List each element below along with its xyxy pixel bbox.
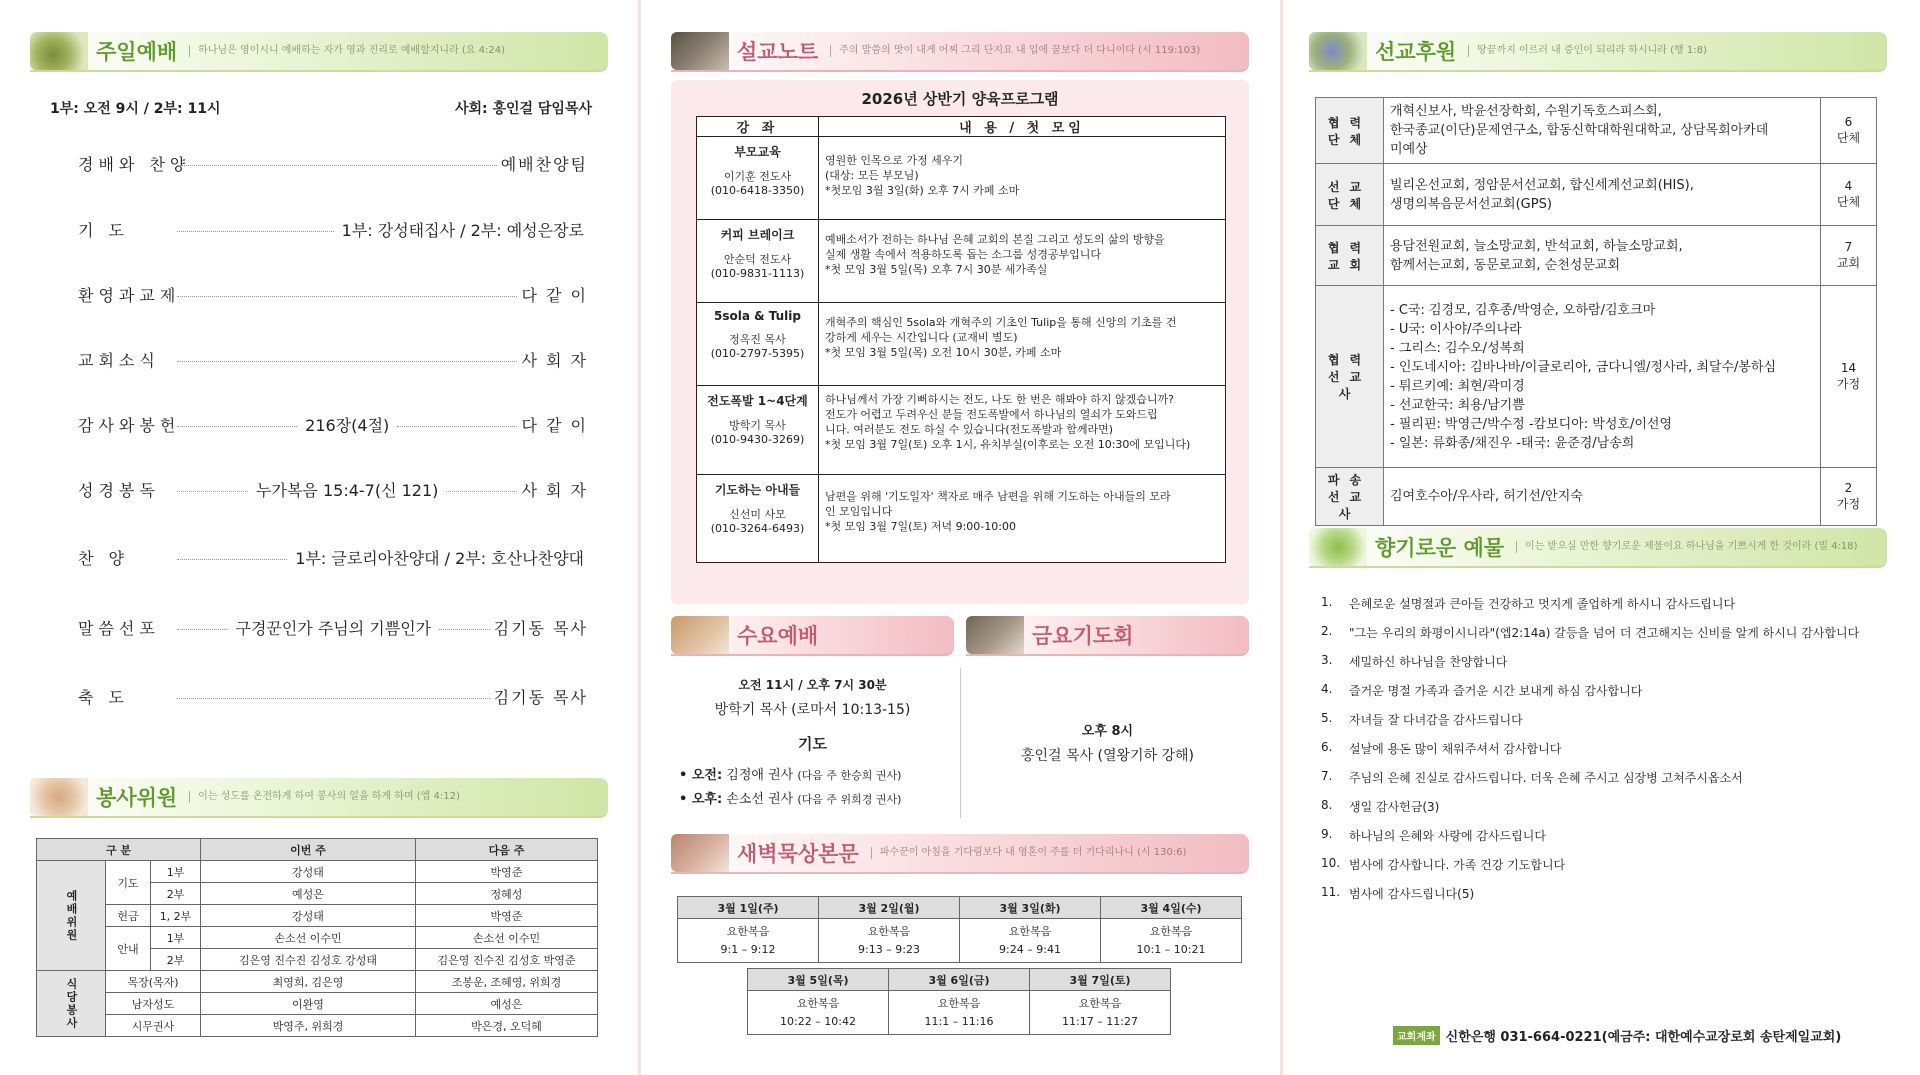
dawn-date: 3월 5일(목) bbox=[748, 969, 889, 991]
order-label: 성경봉독 bbox=[78, 481, 160, 500]
thanks-number: 3. bbox=[1321, 653, 1333, 667]
svc-cell: 이완영 bbox=[201, 993, 416, 1015]
thanks-text: 주님의 은혜 진실로 감사드립니다. 더욱 은혜 주시고 심장병 고쳐주시옵소서 bbox=[1349, 771, 1743, 785]
thanks-text: 세밀하신 하나님을 찬양합니다 bbox=[1349, 655, 1508, 669]
dot-leader bbox=[177, 361, 517, 362]
prayer-name: 김정애 권사 bbox=[726, 768, 794, 783]
order-item bbox=[78, 546, 588, 569]
sprout-image bbox=[1309, 528, 1367, 566]
dot-leader bbox=[177, 296, 517, 297]
program-desc: 하나님께서 가장 기뻐하시는 전도, 나도 한 번은 해봐야 하지 않겠습니까? 전도가 어렵고 두려우신 분들 전도폭발에서 하나님의 열쇠가 도와드립 니다. 여러분도 전도 하실 수 있습니다(전도폭발과 함께라면) *첫 모임 3월 7일(토) 오후 1시, 유치부실(이후로는 오전 10:30에 모입니다) bbox=[819, 386, 1226, 475]
account-text: 신한은행 031-664-0221(예금주: 대한예수교장로회 송탄제일교회) bbox=[1445, 1030, 1842, 1045]
svc-cell: 김은영 진수진 김성호 박영준 bbox=[416, 949, 598, 971]
svc-cell: 2부 bbox=[151, 949, 201, 971]
svc-cell: 1, 2부 bbox=[151, 905, 201, 927]
program-name-cell bbox=[697, 137, 819, 220]
thanks-text: 범사에 감사드립니다(5) bbox=[1349, 887, 1475, 901]
wednesday-preacher: 방학기 목사 (로마서 10:13-15) bbox=[714, 702, 911, 718]
svc-cell: 손소선 이수민 bbox=[416, 927, 598, 949]
program-teacher: 정옥진 목사 bbox=[729, 333, 786, 346]
program-teacher: 신선미 사모 bbox=[729, 508, 786, 521]
order-middle: 누가복음 15:4-7(신 121) bbox=[256, 481, 439, 500]
thanks-list bbox=[1321, 595, 1881, 914]
mission-count: 6 단체 bbox=[1821, 98, 1877, 164]
program-name-cell bbox=[697, 220, 819, 303]
worship-verse: 하나님은 영이시니 예배하는 자가 영과 진리로 예배할지니라 (요 4:24) bbox=[189, 45, 505, 57]
thanks-text: 자녀들 잘 다녀감을 감사드립니다 bbox=[1349, 713, 1523, 727]
thanks-title: 향기로운 예물 bbox=[1375, 536, 1505, 560]
order-item bbox=[78, 413, 588, 436]
service-title: 봉사위원 bbox=[96, 786, 178, 810]
order-value: 다 같 이 bbox=[521, 286, 588, 305]
service-verse: 이는 성도를 온전하게 하여 봉사의 일을 하게 하며 (엡 4:12) bbox=[189, 791, 460, 803]
dot-leader bbox=[177, 165, 497, 166]
program-name: 5sola & Tulip bbox=[714, 309, 801, 323]
prayer-label: • 오후: bbox=[679, 792, 723, 807]
svc-cell: 1부 bbox=[151, 927, 201, 949]
dot-leader bbox=[177, 491, 248, 492]
wood-image bbox=[671, 616, 729, 654]
order-label: 축 도 bbox=[78, 688, 129, 707]
leaf-image bbox=[30, 32, 88, 70]
thanks-item bbox=[1321, 624, 1881, 653]
svc-cell: 박영주, 위희경 bbox=[201, 1015, 416, 1037]
dawn-text: 요한복음 9:13 – 9:23 bbox=[819, 919, 960, 963]
thanks-text: "그는 우리의 화평이시니라"(엡2:14a) 갈등을 넘어 더 견고해지는 신비를 알게 하시니 감사합니다 bbox=[1349, 626, 1860, 640]
program-phone: (010-9831-1113) bbox=[710, 267, 805, 280]
svc-cell: 목장(목자) bbox=[106, 971, 201, 993]
svc-cell: 시무권사 bbox=[106, 1015, 201, 1037]
program-name-cell bbox=[697, 386, 819, 475]
missions-title: 선교후원 bbox=[1375, 40, 1457, 64]
program-table bbox=[696, 116, 1226, 563]
order-label: 찬 양 bbox=[78, 549, 129, 568]
svc-cell: 강성태 bbox=[201, 861, 416, 883]
svc-h0: 구 분 bbox=[37, 839, 201, 861]
svc-cell: 최영희, 김은영 bbox=[201, 971, 416, 993]
dawn-table-2 bbox=[747, 968, 1171, 1035]
dawn-title: 새벽묵상본문 bbox=[737, 842, 859, 866]
missions-verse: 땅끝까지 이르러 내 증인이 되리라 하시니라 (행 1:8) bbox=[1468, 45, 1707, 57]
mission-count: 4 단체 bbox=[1821, 164, 1877, 226]
order-item bbox=[78, 685, 588, 708]
svc-h1: 이번 주 bbox=[201, 839, 416, 861]
svc-cell: 예성은 bbox=[201, 883, 416, 905]
prayer-pm bbox=[679, 788, 901, 812]
thanks-item bbox=[1321, 856, 1881, 885]
missions-header bbox=[1309, 32, 1887, 72]
svc-cell: 예성은 bbox=[416, 993, 598, 1015]
program-name-cell bbox=[697, 303, 819, 386]
divider bbox=[960, 668, 961, 818]
friday-preacher: 홍인걸 목사 (열왕기하 강해) bbox=[1020, 748, 1195, 764]
mission-label: 선교단체 bbox=[1316, 164, 1384, 226]
thanks-text: 범사에 감사합니다. 가족 건강 기도합니다 bbox=[1349, 858, 1566, 872]
service-header bbox=[30, 778, 608, 818]
order-item bbox=[78, 283, 588, 306]
order-item bbox=[78, 218, 588, 241]
order-value: 사 회 자 bbox=[521, 351, 588, 370]
dawn-date: 3월 4일(수) bbox=[1101, 897, 1242, 919]
mission-body: - C국: 김경모, 김후종/박영순, 오하람/김호크마 - U국: 이사야/주의나라 - 그리스: 김수오/성복희 - 인도네시아: 김바나바/이글로리아, 금다니엘/정사라, 최달수/봉하심 - 튀르키예: 최현/곽미경 - 선교한국: 최용/남기쁨 - 필리핀: 박영근/박수정 -캄보디아: 박성호/이선영 - 일본: 류화종/채진우 -태국: 윤준경/남송희 bbox=[1384, 286, 1821, 468]
thanks-text: 즐거운 명절 가족과 즐거운 시간 보내게 하심 감사합니다 bbox=[1349, 684, 1643, 698]
program-name: 커피 브레이크 bbox=[720, 228, 795, 242]
order-label: 기 도 bbox=[78, 221, 129, 240]
order-item bbox=[78, 152, 588, 175]
thanks-number: 4. bbox=[1321, 682, 1333, 696]
order-label: 환영과교제 bbox=[78, 286, 181, 305]
thanks-text: 설날에 용돈 많이 채워주셔서 감사합니다 bbox=[1349, 742, 1562, 756]
hands-image bbox=[30, 778, 88, 816]
svc-side-kitchen: 식당봉사 bbox=[37, 971, 106, 1037]
svc-cell: 박영준 bbox=[416, 905, 598, 927]
thanks-number: 7. bbox=[1321, 769, 1333, 783]
flower-image bbox=[1309, 32, 1367, 70]
svc-cell: 김은영 진수진 김성호 강성태 bbox=[201, 949, 416, 971]
dawn-text: 요한복음 11:1 – 11:16 bbox=[889, 991, 1030, 1035]
svc-cell: 헌금 bbox=[106, 905, 151, 927]
svc-h2: 다음 주 bbox=[416, 839, 598, 861]
thanks-item bbox=[1321, 769, 1881, 798]
prayer-next: (다음 주 한승희 권사) bbox=[797, 769, 902, 782]
edu-h0: 강 좌 bbox=[697, 117, 819, 137]
missions-table bbox=[1315, 97, 1877, 526]
dawn-date: 3월 7일(토) bbox=[1030, 969, 1171, 991]
thanks-header bbox=[1309, 528, 1887, 568]
mission-label: 협력단체 bbox=[1316, 98, 1384, 164]
thanks-item bbox=[1321, 885, 1881, 914]
svc-cell: 2부 bbox=[151, 883, 201, 905]
mission-count: 7 교회 bbox=[1821, 226, 1877, 286]
thanks-verse: 이는 받으실 만한 향기로운 제물이요 하나님을 기쁘시게 한 것이라 (빌 4:18) bbox=[1516, 541, 1858, 553]
thanks-item bbox=[1321, 798, 1881, 827]
prayer-title: 기도 bbox=[798, 735, 827, 753]
worship-times: 1부: 오전 9시 / 2부: 11시 bbox=[50, 101, 221, 117]
mission-body: 빌리온선교회, 정암문서선교회, 합신세계선교회(HIS), 생명의복음문서선교회(GPS) bbox=[1384, 164, 1821, 226]
dot-leader bbox=[439, 629, 489, 630]
thanks-number: 6. bbox=[1321, 740, 1333, 754]
prayer-label: • 오전: bbox=[679, 768, 723, 783]
program-name: 부모교육 bbox=[734, 145, 781, 159]
dawn-image bbox=[671, 834, 729, 872]
dawn-table-1 bbox=[677, 896, 1242, 963]
dawn-date: 3월 2일(월) bbox=[819, 897, 960, 919]
dawn-verse: 파수꾼이 아침을 기다림보다 내 영혼이 주를 더 기다리나니 (시 130:6) bbox=[871, 847, 1187, 859]
program-phone: (010-9430-3269) bbox=[710, 433, 805, 446]
friday-info bbox=[966, 720, 1249, 765]
order-middle: 1부: 글로리아찬양대 / 2부: 호산나찬양대 bbox=[295, 549, 584, 568]
dawn-text: 요한복음 10:22 – 10:42 bbox=[748, 991, 889, 1035]
dot-leader bbox=[177, 629, 227, 630]
order-item bbox=[78, 616, 588, 639]
worship-title: 주일예배 bbox=[96, 40, 178, 64]
program-name-cell bbox=[697, 475, 819, 563]
dawn-date: 3월 1일(주) bbox=[678, 897, 819, 919]
order-value: 사 회 자 bbox=[521, 481, 588, 500]
program-box bbox=[671, 80, 1249, 604]
program-title: 2026년 상반기 양육프로그램 bbox=[861, 90, 1059, 108]
wednesday-prayers bbox=[679, 764, 901, 812]
mission-count: 14 가정 bbox=[1821, 286, 1877, 468]
order-value: 김기동 목사 bbox=[493, 688, 588, 707]
wednesday-title: 수요예배 bbox=[737, 624, 819, 648]
dawn-text: 요한복음 9:1 – 9:12 bbox=[678, 919, 819, 963]
account-badge: 교회계좌 bbox=[1393, 1026, 1440, 1045]
bible-image bbox=[966, 616, 1024, 654]
svc-cell: 박영준 bbox=[416, 861, 598, 883]
thanks-number: 9. bbox=[1321, 827, 1333, 841]
prayer-next: (다음 주 위희경 권사) bbox=[797, 793, 902, 806]
svc-cell: 남자성도 bbox=[106, 993, 201, 1015]
dot-leader bbox=[177, 426, 297, 427]
dawn-text: 요한복음 9:24 – 9:41 bbox=[960, 919, 1101, 963]
order-middle: 1부: 강성태집사 / 2부: 예성은장로 bbox=[341, 221, 584, 240]
thanks-number: 2. bbox=[1321, 624, 1333, 638]
thanks-number: 10. bbox=[1321, 856, 1341, 870]
mission-label: 협력교회 bbox=[1316, 226, 1384, 286]
friday-time: 오후 8시 bbox=[1081, 724, 1134, 739]
thanks-number: 8. bbox=[1321, 798, 1333, 812]
svc-cell: 1부 bbox=[151, 861, 201, 883]
thanks-item bbox=[1321, 740, 1881, 769]
svc-cell: 정혜성 bbox=[416, 883, 598, 905]
order-item bbox=[78, 478, 588, 501]
order-label: 교회소식 bbox=[78, 351, 160, 370]
svc-cell: 강성태 bbox=[201, 905, 416, 927]
svc-side-worship: 예배위원 bbox=[37, 861, 106, 971]
friday-header bbox=[966, 616, 1249, 656]
dot-leader bbox=[397, 426, 517, 427]
svc-cell: 안내 bbox=[106, 927, 151, 971]
thanks-text: 은혜로운 설명절과 큰아들 건강하고 멋지게 졸업하게 하시니 감사드립니다 bbox=[1349, 597, 1736, 611]
cross-image bbox=[671, 32, 729, 70]
thanks-text: 생일 감사헌금(3) bbox=[1349, 800, 1440, 814]
column-worship bbox=[0, 0, 638, 1075]
dot-leader bbox=[446, 491, 517, 492]
thanks-number: 1. bbox=[1321, 595, 1333, 609]
sermon-verse: 주의 말씀의 맛이 내게 어찌 그리 단지요 내 입에 꿀보다 더 다니이다 (시 119:103) bbox=[830, 45, 1200, 57]
dawn-text: 요한복음 11:17 – 11:27 bbox=[1030, 991, 1171, 1035]
wednesday-info bbox=[671, 676, 954, 754]
worship-header bbox=[30, 32, 608, 72]
program-teacher: 방학기 목사 bbox=[729, 419, 786, 432]
mission-count: 2 가정 bbox=[1821, 468, 1877, 526]
prayer-name: 손소선 권사 bbox=[726, 792, 794, 807]
program-phone: (010-2797-5395) bbox=[710, 347, 805, 360]
program-phone: (010-6418-3350) bbox=[710, 184, 805, 197]
thanks-item bbox=[1321, 653, 1881, 682]
order-item bbox=[78, 348, 588, 371]
thanks-item bbox=[1321, 682, 1881, 711]
order-middle: 216장(4절) bbox=[305, 416, 390, 435]
order-value: 김기동 목사 bbox=[493, 619, 588, 638]
dot-leader bbox=[177, 698, 490, 699]
mission-body: 개혁신보사, 박윤선장학회, 수원기독호스피스회, 한국종교(이단)문제연구소, 합동신학대학원대학교, 상담목회아카데 미예상 bbox=[1384, 98, 1821, 164]
account-info bbox=[1393, 1026, 1841, 1045]
mission-body: 용담전원교회, 늘소망교회, 반석교회, 하늘소망교회, 함께서는교회, 동문로교회, 순천성문교회 bbox=[1384, 226, 1821, 286]
thanks-number: 11. bbox=[1321, 885, 1341, 899]
dawn-date: 3월 6일(금) bbox=[889, 969, 1030, 991]
worship-leader: 사회: 홍인걸 담임목사 bbox=[454, 101, 592, 117]
program-phone: (010-3264-6493) bbox=[710, 522, 805, 535]
column-missions bbox=[1283, 0, 1920, 1075]
thanks-number: 5. bbox=[1321, 711, 1333, 725]
mission-label: 협력선교사 bbox=[1316, 286, 1384, 468]
svc-cell: 박은경, 오덕혜 bbox=[416, 1015, 598, 1037]
program-desc: 개혁주의 핵심인 5sola와 개혁주의 기초인 Tulip을 통해 신앙의 기초를 건 강하게 세우는 시간입니다 (교재비 별도) *첫 모임 3월 5일(목) 오전 10시 30분, 카페 소마 bbox=[819, 303, 1226, 386]
order-value: 다 같 이 bbox=[521, 416, 589, 435]
prayer-am bbox=[679, 764, 901, 788]
order-middle: 구경꾼인가 주님의 기쁨인가 bbox=[235, 619, 432, 638]
program-desc: 예배소서가 전하는 하나님 은혜 교회의 본질 그리고 성도의 삶의 방향을 실제 생활 속에서 적용하도록 돕는 소그룹 성경공부입니다 *첫 모임 3월 5일(목) 오후 7시 30분 세가족실 bbox=[819, 220, 1226, 303]
service-table bbox=[36, 838, 598, 1037]
svc-cell: 손소선 이수민 bbox=[201, 927, 416, 949]
order-label: 말씀선포 bbox=[78, 619, 160, 638]
order-label: 감사와봉헌 bbox=[78, 416, 181, 435]
program-teacher: 이기훈 전도사 bbox=[723, 170, 792, 183]
dawn-header bbox=[671, 834, 1249, 874]
svc-cell: 기도 bbox=[106, 861, 151, 905]
thanks-item bbox=[1321, 711, 1881, 740]
program-desc: 남편을 위해 '기도일자' 책자로 매주 남편을 위해 기도하는 아내들의 모라 인 모임입니다 *첫 모임 3월 7일(토) 저녁 9:00-10:00 bbox=[819, 475, 1226, 563]
order-label: 경배와 찬양 bbox=[78, 155, 191, 174]
mission-body: 김여호수아/우사라, 허기선/안지숙 bbox=[1384, 468, 1821, 526]
wednesday-time: 오전 11시 / 오후 7시 30분 bbox=[738, 678, 887, 692]
program-name: 기도하는 아내들 bbox=[714, 483, 801, 497]
sermon-header bbox=[671, 32, 1249, 72]
dawn-text: 요한복음 10:1 – 10:21 bbox=[1101, 919, 1242, 963]
dawn-date: 3월 3일(화) bbox=[960, 897, 1101, 919]
sermon-title: 설교노트 bbox=[737, 40, 819, 64]
mission-label: 파송선교사 bbox=[1316, 468, 1384, 526]
column-sermon bbox=[641, 0, 1280, 1075]
order-value: 예배찬양팀 bbox=[500, 155, 588, 174]
thanks-item bbox=[1321, 595, 1881, 624]
program-desc: 영원한 인목으로 가정 세우기 (대상: 모든 부모님) *첫모임 3월 3일(화) 오후 7시 카페 소마 bbox=[819, 137, 1226, 220]
thanks-item bbox=[1321, 827, 1881, 856]
svc-cell: 조봉운, 조혜영, 위희경 bbox=[416, 971, 598, 993]
edu-h1: 내 용 / 첫 모임 bbox=[819, 117, 1226, 137]
wednesday-header bbox=[671, 616, 954, 656]
program-teacher: 안순덕 전도사 bbox=[723, 253, 792, 266]
dot-leader bbox=[177, 231, 334, 232]
dot-leader bbox=[177, 559, 287, 560]
friday-title: 금요기도회 bbox=[1032, 624, 1134, 648]
thanks-text: 하나님의 은혜와 사랑에 감사드립니다 bbox=[1349, 829, 1546, 843]
program-name: 전도폭발 1~4단계 bbox=[707, 394, 808, 408]
